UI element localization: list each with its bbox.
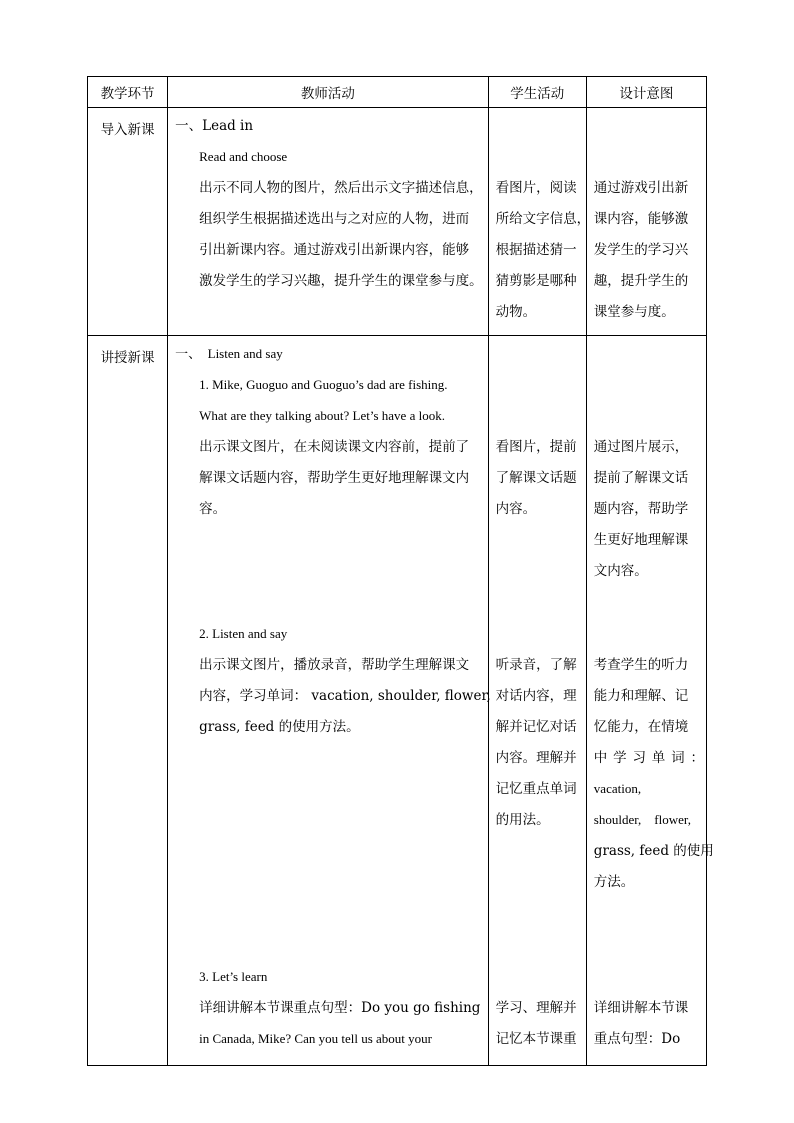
student-line: 猜剪影是哪种 [495,273,577,289]
header-teacher: 教师活动 [168,77,489,108]
teacher-line: 解课文话题内容，帮助学生更好地理解课文内 [199,470,470,486]
student-line: 的用法。 [495,812,550,828]
purpose-line: 题内容，帮助学 [593,501,689,517]
student-cell [488,336,586,1066]
purpose-line: 考查学生的听力 [593,657,689,673]
teacher-line: 引出新课内容。通过游戏引出新课内容，能够 [199,242,470,258]
stage-cell: 导入新课 [88,108,168,336]
student-line: 内容。 [495,501,537,517]
teacher-line: 激发学生的学习兴趣，提升学生的课堂参与度。 [199,273,483,289]
student-cell [488,108,591,336]
purpose-line: 忆能力，在情境 [593,719,689,735]
student-line: 看图片，阅读 [495,180,577,196]
header-purpose: 设计意图 [586,77,706,108]
teacher-line: 详细讲解本节课重点句型：Do you go fishing [199,1000,481,1016]
table-row [88,336,707,1066]
header-stage: 教学环节 [88,77,168,108]
student-line: 内容。理解并 [495,750,577,766]
teacher-line: 出示课文图片，播放录音，帮助学生理解课文 [199,657,470,673]
purpose-line: vacation, [593,781,642,796]
teacher-line: 内容，学习单词： vacation, shoulder, flower, [199,688,491,704]
purpose-line: 生更好地理解课 [593,532,689,548]
purpose-line: 发学生的学习兴 [593,242,689,258]
purpose-line: 趣，提升学生的 [593,273,689,289]
lesson-plan-table [87,76,714,1066]
teacher-cell [168,336,489,1066]
student-line: 根据描述猜一 [495,242,577,258]
student-line: 动物。 [495,304,537,320]
purpose-cell [586,108,706,336]
stage-cell: 讲授新课 [88,336,168,1066]
student-line: 看图片，提前 [495,439,577,455]
teacher-line: 2. Listen and say [199,626,288,641]
student-line: 记忆重点单词 [495,781,577,797]
student-line: 了解课文话题 [495,470,577,486]
teacher-line: 1. Mike, Guoguo and Guoguo’s dad are fishing. [199,377,448,392]
purpose-line: 通过图片展示， [593,439,689,455]
purpose-line: grass, feed 的使用 [593,843,714,859]
purpose-line: shoulder, flower, [593,812,691,827]
teacher-line: in Canada, Mike? Can you tell us about your [199,1031,432,1046]
teacher-line: 出示课文图片，在未阅读课文内容前，提前了 [199,439,470,455]
header-row [88,77,707,108]
teacher-line: grass, feed 的使用方法。 [199,719,360,735]
header-student: 学生活动 [488,77,586,108]
teacher-line: 容。 [199,501,227,517]
student-line: 听录音，了解 [495,657,577,673]
teacher-line: 3. Let’s learn [199,969,268,984]
purpose-line: 通过游戏引出新 [593,180,689,196]
purpose-line: 文内容。 [593,563,648,579]
purpose-line: 方法。 [593,874,635,890]
student-line: 学习、理解并 [495,1000,577,1016]
purpose-line: 能力和理解、记 [593,688,689,704]
purpose-line: 提前了解课文话 [593,470,689,486]
purpose-cell [586,336,714,1066]
purpose-line: 详细讲解本节课 [593,1000,689,1016]
purpose-line: 中 学 习 单 词 ： [593,750,704,766]
teacher-line: 一、 Listen and say [175,346,283,361]
student-line: 记忆本节课重 [495,1031,577,1047]
teacher-line: 一、Lead in [175,118,254,134]
purpose-line: 课堂参与度。 [593,304,675,320]
teacher-cell [168,108,489,336]
student-line: 所给文字信息， [495,211,591,227]
purpose-line: 课内容，能够激 [593,211,689,227]
teacher-line: What are they talking about? Let’s have a look. [199,408,445,423]
teacher-line: 组织学生根据描述选出与之对应的人物，进而 [199,211,470,227]
student-line: 解并记忆对话 [495,719,577,735]
student-line: 对话内容，理 [495,688,577,704]
teacher-line: Read and choose [199,149,288,164]
purpose-line: 重点句型：Do [593,1031,681,1047]
table-row [88,108,707,336]
teacher-line: 出示不同人物的图片，然后出示文字描述信息， [199,180,483,196]
